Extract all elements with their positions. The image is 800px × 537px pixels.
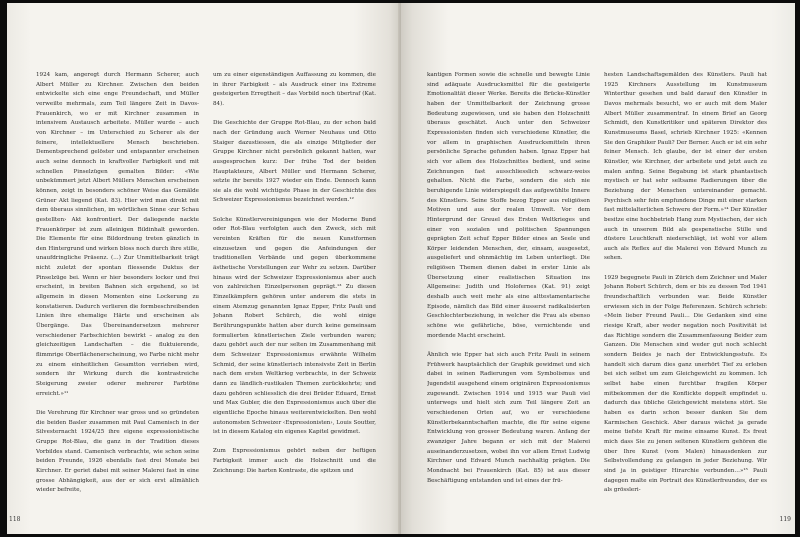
paragraph: Die Verehrung für Kirchner war gross und so gründeten die beiden Basler zusammen mit Paul Camenisch in der Silvesternacht 1924/25 ihre eigene expressionistische Gruppe Rot-Blau, die ganz in der Tradition dieses Vorbildes stand. Camenisch verbrachte, wie schon seine beiden Freunde, 1926 ebenfalls fast drei Monate bei Kirchner. Er geriet dabei mit seiner Malerei fast in eine grosse Abhängigkeit, aus der er sich erst allmählich wieder befreite, xyxy=(36,409,199,494)
right-page xyxy=(401,3,795,534)
book-spread xyxy=(7,3,795,534)
paragraph: 1929 begegnete Pauli in Zürich dem Zeichner und Maler Johann Robert Schürch, dem er bis zu dessen Tod 1941 freundschaftlich verbunden war. Beide Künstler erwiesen sich in der Folge Referenzen. Schürch schrieb: «Mein lieber Freund Pauli… Die Gedanken sind eine riesige Kraft, aber weder negation noch Positivität ist das Richtige sondern die Zusammenfassung Beider zum Ganzen. Die Menschen sind weder gut noch schlecht sondern Beides je nach der Entwicklungsstufe. Es handelt sich darum dies ganz unerhört Tief zu erleben bei sich selbst um zum Gleichgewicht zu kommen. Ich selbst habe einen furchtbar fragilen Körper mitbekommen der die Konflickte doppelt empfindet u. dadurch das übliche Gleichgewicht meistens stört. Sie haben es darin schon besser danken Sie dem Karmischen Geschick. Aber daraus wächst ja gerade meine tiefste Kraft für meine einsame Kunst. Es freut mich dass Sie zu jenen seltenen Künstlern gehören die über Ihre Kunst (vom Malen) hinausdenken zur Selbstvollendung zu gelangen in jeder Beziehung. Wir sind ja in geistiger Hirarchie verbunden…»¹⁵ Pauli dagegen malte ein Portrait des Künstlerfreundes, der es als grössleri- xyxy=(604,274,767,494)
left-page-column-1 xyxy=(36,71,199,501)
paragraph: Die Geschichte der Gruppe Rot-Blau, zu der schon bald nach der Gründung auch Werner Neuhaus und Otto Staiger dazustiessen, die als einzige Mitglieder der Gruppe Kirchner nicht persönlich gekannt hatten, war ausgesprochen kurz: Der frühe Tod der beiden Hauptakteure, Albert Müller und Hermann Scherer, setzte ihr bereits 1927 wieder ein Ende. Dennoch kann sie als die wohl wichtigste Phase in der Geschichte des Schweizer Expressionismus bezeichnet werden.¹² xyxy=(213,120,376,204)
paragraph: Solche Künstlervereinigungen wie der Moderne Bund oder Rot-Blau verfolgten auch den Zweck, sich mit vereinten Kräften für die neuen Kunstformen einzusetzen und gegen die Anfeindungen der traditionellen Verbände und gegen überkommene ästhetische Vorstellungen zur Wehr zu setzen. Darüber hinaus wird der Schweizer Expressionismus aber auch von zahlreichen Einzelpersonen geprägt.¹³ Zu diesen Einzelkämpfern gehören unter anderem die stets in einem Atemzug genannten Ignaz Epper, Fritz Pauli und Johann Robert Schürch, die wohl einige Berührungspunkte hatten aber durch keine gemeinsam formulierten künstlerischen Ziele verbunden waren; dazu gehört auch der nur selten im Zusammenhang mit dem Schweizer Expressionismus erwähnte Wilhelm Schmid, der seine künstlerisch intensivste Zeit in Berlin nach dem ersten Weltkrieg verbrachte, in der Schweiz dann zu ländlich-rustikalen Themen zurückkehrte; und dazu gehören schliesslich die drei Brüder Eduard, Ernst und Max Gubler, die den Expressionismus auch über die eigentliche Epoche hinaus weiterentwickelten. Den wohl autonomsten Schweizer ‹Expressionisten›, Louis Soutter, ist in diesem Katalog ein eigenes Kapitel gewidmet. xyxy=(213,216,376,436)
page-number-right: 119 xyxy=(779,516,791,523)
paragraph: 1924 kam, angeregt durch Hermann Scherer, auch Albert Müller zu Kirchner. Zwischen den beiden entwickelte sich eine enge Freundschaft, und Müller verweilte mehrmals, zum Teil längere Zeit in Davos-Frauenkirch, wo er mit Kirchner zusammen in intensivem Austausch arbeitete. Müller wurde – auch von Kirchner – im Unterschied zu Scherer als der feinere, intellektuellere Mensch beschrieben. Dementsprechend gelöster und entspannter erscheinen auch seine dennoch in kraftvoller Farbigkeit und mit schnellen Pinselzügen gemalten Bilder: «Wie unbekümmert jetzt Albert Müllers Menschen erscheinen können, zeigt in besonders schöner Weise das Gemälde Grüner Akt liegend (Kat. 83). Hier wird man direkt mit dem überaus sinnlichen, im wörtlichen Sinne ‹zur Schau gestellten› Akt konfrontiert. Der daliegende nackte Frauenkörper ist zum alleinigen Bildinhalt geworden. Die Elemente für eine Bildordnung treten gänzlich in den Hintergrund und wirken bloss noch durch ihre stille, unaufdringliche Präsenz. (…) Zur Unmittelbarkeit trägt nicht zuletzt der spontan fliessende Duktus der Pinselzüge bei. Wenn er hier besonders locker und frei erscheint, in breiten Bahnen sich ergehend, so ist allgemein in diesen Momenten eine Lockerung zu konstatieren. Dadurch verlieren die formbeschreibenden Linien ihre ehemalige Härte und erscheinen als Übergänge. Das Übereinandersetzen mehrerer verschiedener Farbschichten bewirkt – analog zu den gleichzeitigen Landschaften – die fluktuierende, flimmrige Oberflächenerscheinung, wo Farbe nicht mehr zu einem einheitlichen Gesamtton verrieben wird, sondern ihr Wirkung durch die kontrastreiche Steigerung zweier oderer mehrerer Farbtöne erreicht.»¹¹ xyxy=(36,72,199,397)
paragraph: Zum Expressionismus gehört neben der heftigen Farbigkeit immer auch die Holzschnitt und die Zeichnung: Die harten Kontraste, die spitzen und xyxy=(213,448,376,474)
paragraph: kantigen Formen sowie die schnelle und bewegte Linie sind adäquate Ausdrucksmittel für die gesteigerte Emotionalität dieser Werke. Bereits die Brücke-Künstler haben der Unmittelbarkeit der Zeichnung grosse Bedeutung zugewiesen, und sie haben den Holzschnitt überaus geschätzt. Auch unter den Schweizer Expressionisten finden sich verschiedene Künstler, die vor allem in graphischen Ausdrucksmitteln ihren persönliche Sprache gefunden haben. Ignaz Epper hat sich vor allem des Holzschnittes bedient, und seine Zeichnungen fast ausschliesslich schwarz-weiss gehalten. Nicht die Farbe, sondern die sich nie beruhigende Linie widerspiegelt das aufgewühlte Innere des Künstlers. Seine Stoffe bezog Epper aus religiösen Motiven und aus der realen Umwelt. Vor dem Hintergrund der Greuel des Ersten Weltkrieges und einer von sozialen und politischen Spannungen geprägten Zeit schuf Epper Bilder eines an Seele und Körper leidenden Menschen, der, einsam, ausgesetzt, ausgeliefert und ohnmächtig im Leben unterliegt. Die religiösen Themen dienen dabei in erster Linie als Übersetzung einer realistischen Situation ins Allgemeine: Judith und Holofernes (Kat. 91) zeigt deshalb auch weit mehr als eine alttestamentarische Episode, nämlich das Bild einer äusserst radikalisierten Geschlechterbeziehung, in welcher die Frau als ebenso schöne wie gefährliche, böse, vernichtende und mordende Macht erscheint. xyxy=(427,72,590,339)
paragraph: hesten Landschaftsgemälden des Künstlers. Pauli hat 1925 Kirchners Ausstellung im Kunstmuseum Winterthur gesehen und bald darauf den Künstler in Davos mehrmals besucht, wo er auch mit dem Maler Albert Müller zusammentraf. In einem Brief an Georg Schmidt, den Kunstkritiker und späteren Direktor des Kunstmuseums Basel, schrieb Kirchner 1925: «Kennen Sie den Graphiker Pauli? Der Berner. Auch er ist ein sehr feiner Mensch. Ich glaube, der ist einer der ersten Künstler, wie Kirchner, der arbeitete und jetzt auch zu malen anfing. Seine Begabung ist stark phantastisch mystisch er hat sehr seltsame Radierungen über die Beziehung der Menschen untereinander gemacht. Psychisch sehr fein empfundene Dinge mit einer starken fast mittelalterlichen Schwere der Form.»¹⁴ Der Künstler besitze eine hochbetrieb Hang zum Mystischen, der sich auch in unserem Bild als gespenstische Stille und düstere Leuchtkraft niederschlägt, ist wohl vor allem auch als Reflex auf die Malerei von Edvard Munch zu sehen. xyxy=(604,72,767,262)
paragraph: Ähnlich wie Epper hat sich auch Fritz Pauli in seinem Frühwerk hauptsächlich der Graphik gewidmet und sich dabei in seinen Radierungen vom Symbolismus und Jugendstil ausgehend einem originären Expressionismus zugewandt. Zwischen 1914 und 1915 war Pauli viel unterwegs und hielt sich zum Teil längere Zeit an verschiedenen Orten auf, wo er verschiedene Künstlerbekanntschaften machte, die für seine eigene Entwicklung von grosser Bedeutung waren. Anfang der zwanziger Jahre begann er sich mit der Malerei auseinanderzusetzen, wobei ihn vor allem Ernst Ludwig Kirchner und Edvard Munch nachhaltig prägten. Die Mondnacht bei Frauenkirch (Kat. 85) ist aus dieser Beschäftigung entstanden und ist eines der frü- xyxy=(427,351,590,484)
left-page-column-2 xyxy=(213,71,376,501)
right-page-column-2 xyxy=(604,71,767,501)
page-number-left: 118 xyxy=(9,516,21,523)
left-page xyxy=(7,3,401,534)
right-page-column-1 xyxy=(427,71,590,501)
paragraph: um zu einer eigenständigen Auffassung zu kommen, die in ihrer Farbigkeit – als Ausdruck einer ins Extreme gesteigerten Erregtheit – das Vorbild noch übertraf (Kat. 84). xyxy=(213,72,376,107)
